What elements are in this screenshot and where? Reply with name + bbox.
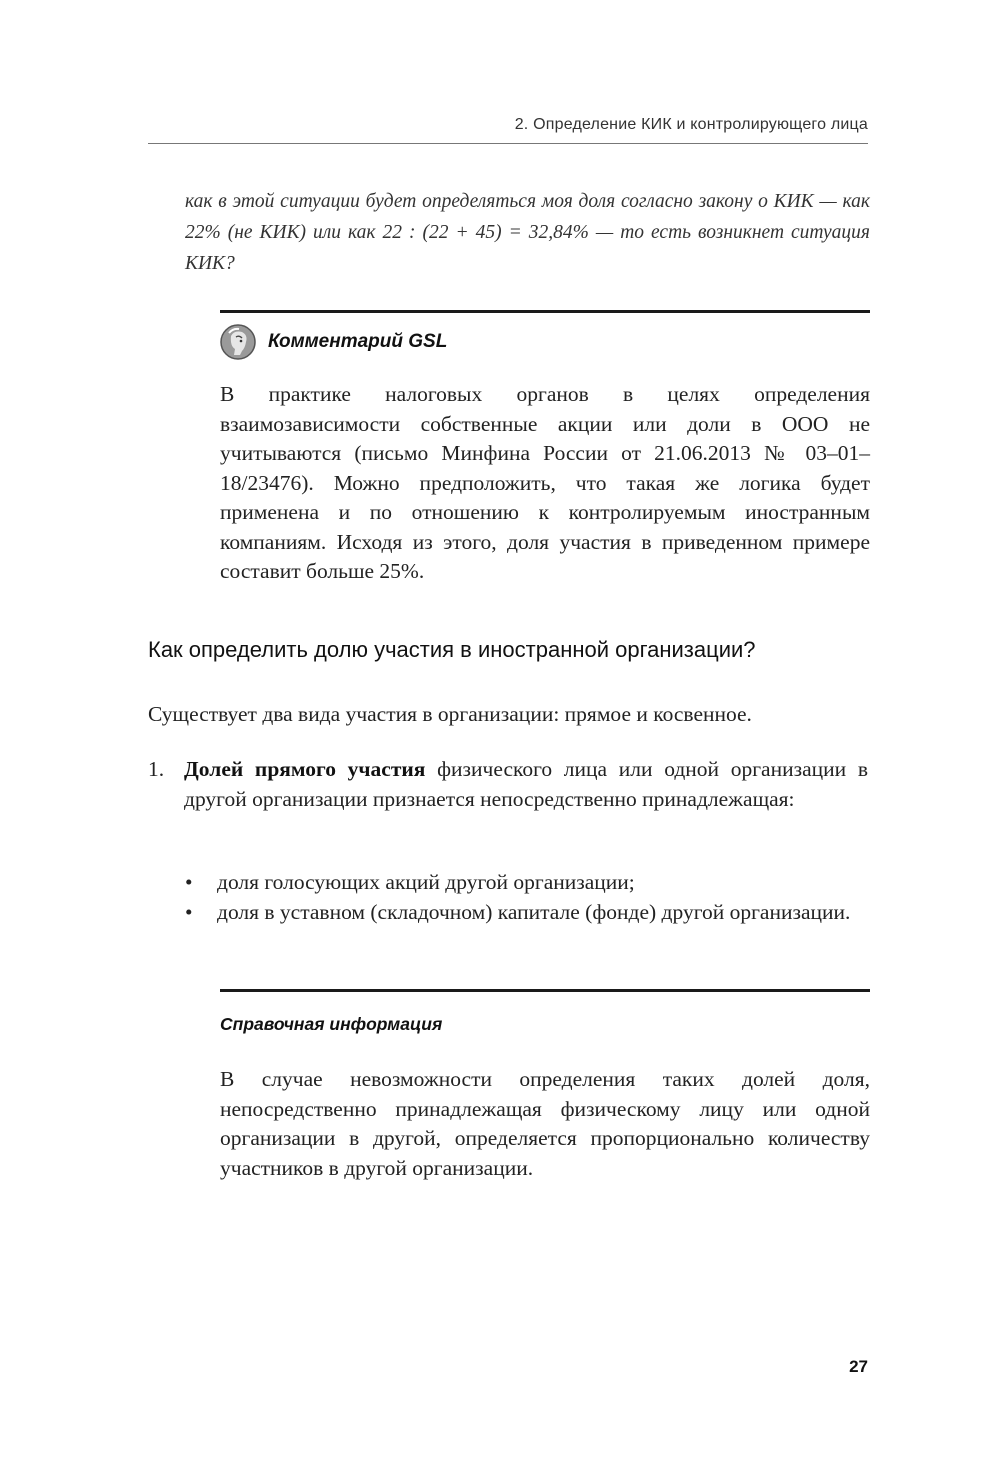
reference-text: В случае невозможности определения таких долей доля, непосредственно принадлежащая физическому лицу или одной организации в другой, определяется пропорционально количеству участников в другой организации.	[220, 1067, 870, 1180]
bullet-text: доля голосующих акций другой организации;	[217, 870, 635, 894]
comment-text: В практике налоговых органов в целях определения взаимозависимости собственные акции или доли в ООО не учитываются (письмо Минфина России от 21.06.2013 № 03–01–18/23476). Можно предположить, что такая же логика будет применена и по отношению к контролируемым иностранным компаниям. Исходя из этого, доля участия в приведенном примере составит больше 25%.	[220, 382, 870, 583]
bullet-text: доля в уставном (складочном) капитале (фонде) другой организации.	[217, 899, 851, 924]
reference-title: Справочная информация	[220, 1014, 443, 1034]
list-item-number: 1.	[148, 757, 165, 781]
page-number: 27	[849, 1357, 868, 1376]
comment-title: Комментарий GSL	[268, 331, 448, 352]
bullet-marker: •	[185, 899, 193, 924]
question-text: как в этой ситуации будет определяться моя доля согласно закону о КИК — как 22% (не КИК) или как 22 : (22 + 45) = 32,84% — то есть возникнет ситуация КИК?	[185, 191, 870, 274]
comment-header	[220, 322, 447, 362]
list-item-body	[184, 755, 868, 814]
bullet-item	[185, 898, 868, 928]
bullet-marker: •	[185, 870, 193, 894]
reference-top-rule	[220, 989, 870, 992]
list-item-text: физического лица или одной организации в другой организации признается непосредственно принадлежащая:	[184, 757, 868, 811]
list-item-term: Долей прямого участия	[184, 757, 426, 781]
bullet-list	[185, 868, 868, 927]
gsl-avatar-icon	[220, 324, 256, 360]
intro-text: Существует два вида участия в организации: прямое и косвенное.	[148, 702, 752, 726]
bullet-item	[185, 868, 868, 898]
header-rule	[148, 143, 868, 144]
list-item	[148, 755, 868, 814]
section-heading: Как определить долю участия в иностранной организации?	[148, 637, 756, 662]
comment-top-rule	[220, 310, 870, 313]
running-head: 2. Определение КИК и контролирующего лица	[514, 116, 868, 133]
